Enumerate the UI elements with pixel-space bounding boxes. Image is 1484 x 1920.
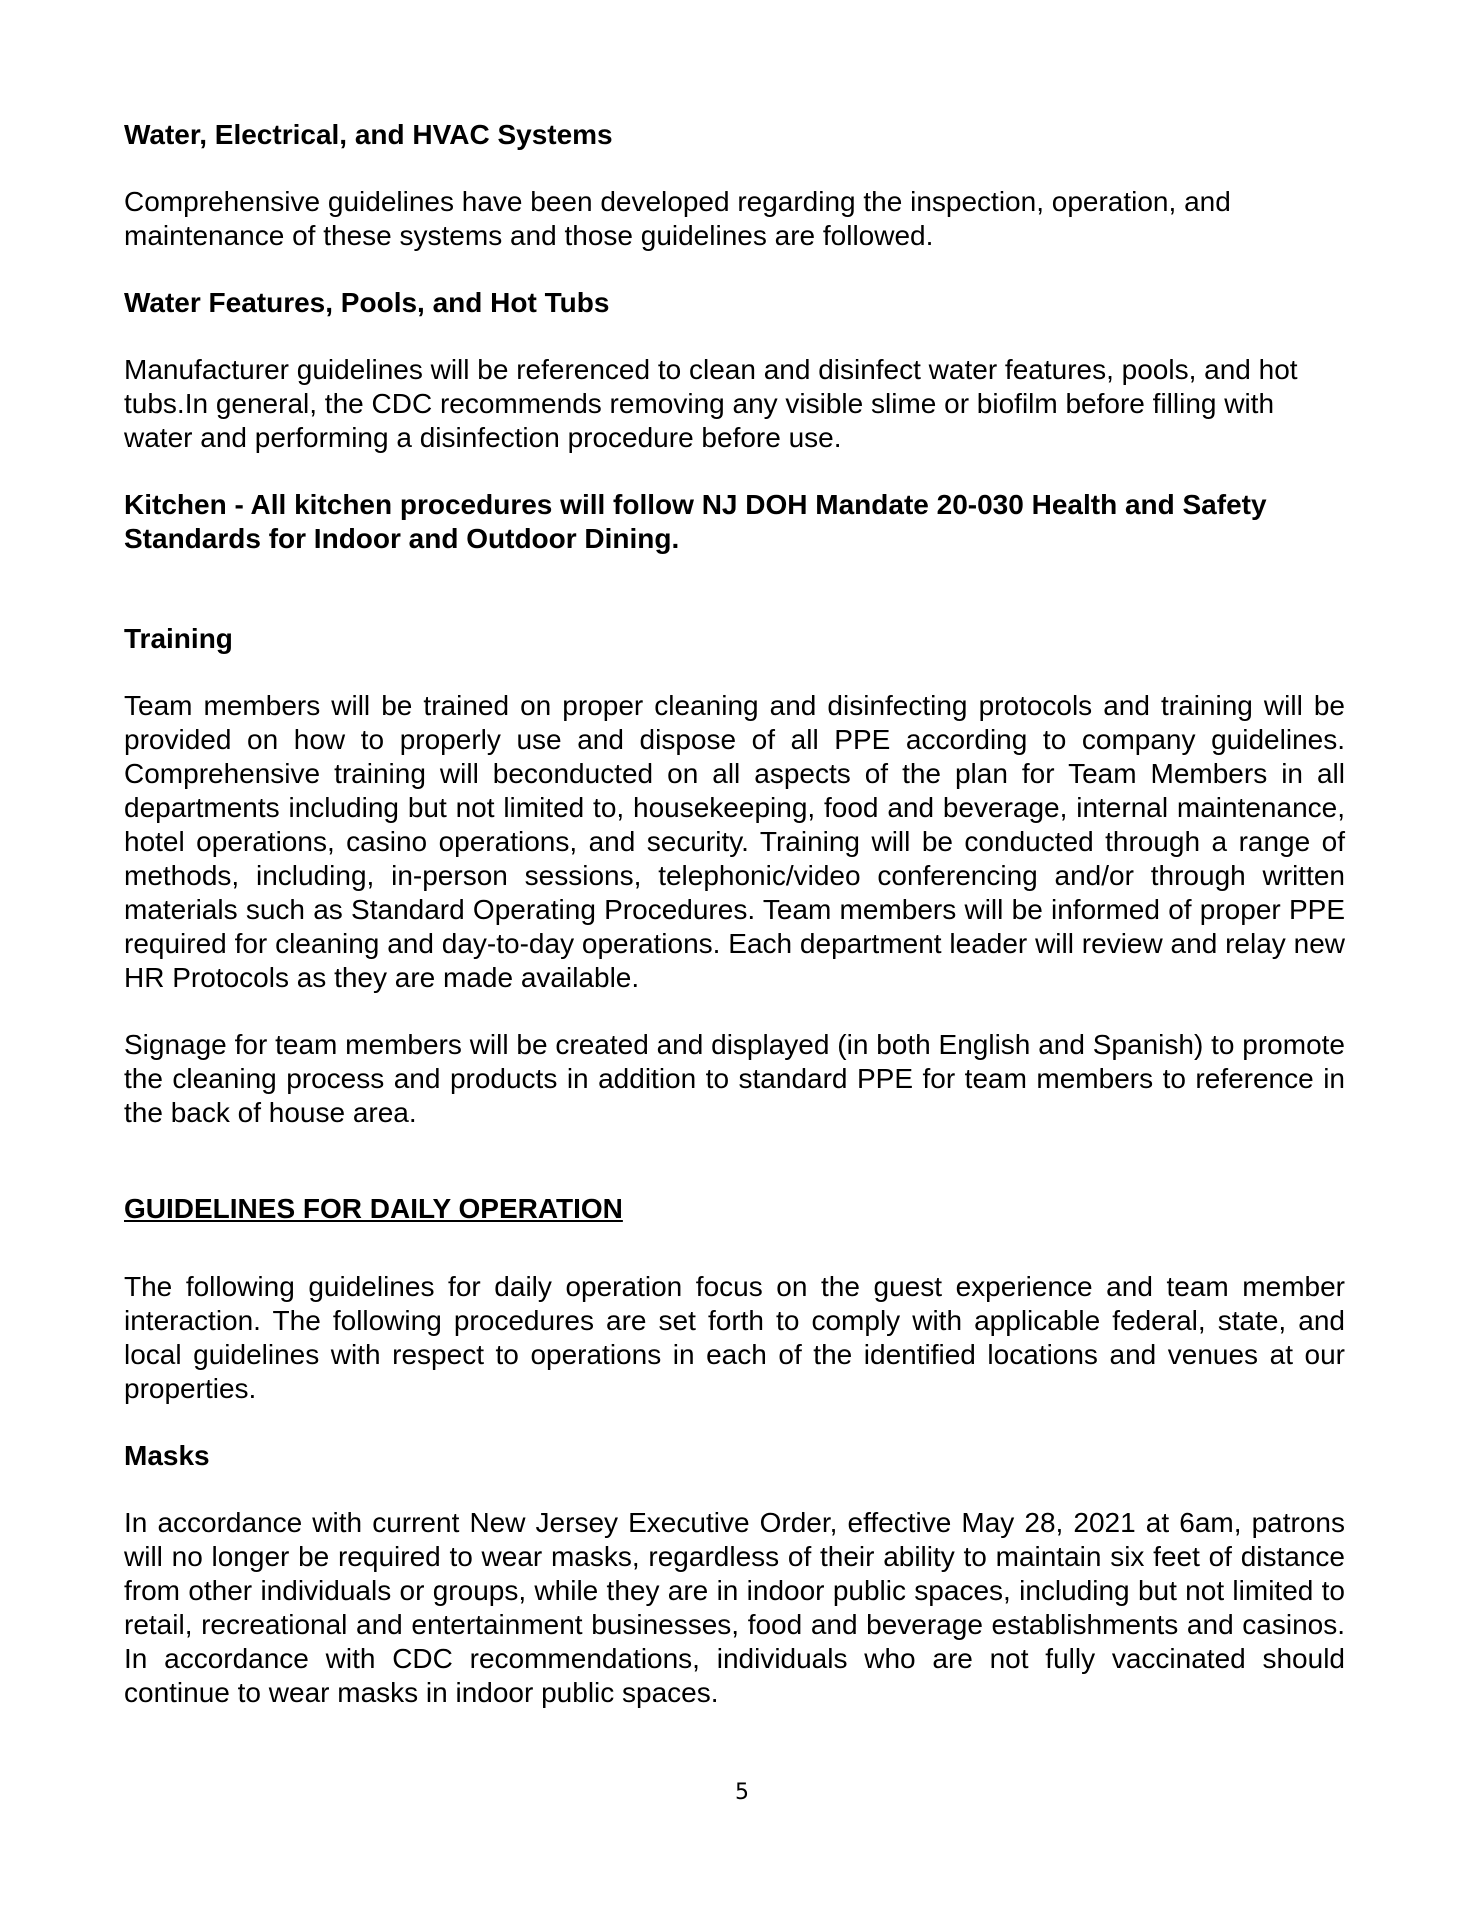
training-paragraph-2: Signage for team members will be created and displayed (in both English and Spanish) to promote the cleaning process and products in addition to standard PPE for team members to reference in the back of house area. <box>124 1029 1345 1128</box>
document-page <box>124 112 1345 1710</box>
page-number: 5 <box>735 1780 749 1805</box>
kitchen-heading: Kitchen - All kitchen procedures will follow NJ DOH Mandate 20-030 Health and Safety Standards for Indoor and Outdoor Dining. <box>124 489 1267 554</box>
daily-operation-paragraph: The following guidelines for daily operation focus on the guest experience and team member interaction. The following procedures are set forth to comply with applicable federal, state, and local guidelines with respect to operations in each of the identified locations and venues at our properties. <box>124 1271 1345 1404</box>
masks-heading: Masks <box>124 1440 210 1471</box>
water-electrical-paragraph: Comprehensive guidelines have been developed regarding the inspection, operation, and maintenance of these systems and those guidelines are followed. <box>124 186 1231 251</box>
masks-paragraph: In accordance with current New Jersey Executive Order, effective May 28, 2021 at 6am, patrons will no longer be required to wear masks, regardless of their ability to maintain six feet of distance from other individuals or groups, while they are in indoor public spaces, including but not limited to retail, recreational and entertainment businesses, food and beverage establishments and casinos. In accordance with CDC recommendations, individuals who are not fully vaccinated should continue to wear masks in indoor public spaces. <box>124 1507 1345 1708</box>
daily-operation-heading: GUIDELINES FOR DAILY OPERATION <box>124 1193 623 1224</box>
water-electrical-heading: Water, Electrical, and HVAC Systems <box>124 119 613 150</box>
training-paragraph-1: Team members will be trained on proper cleaning and disinfecting protocols and training will be provided on how to properly use and dispose of all PPE according to company guidelines. Comprehensive training will beconducted on all aspects of the plan for Team Members in all departments including but not limited to, housekeeping, food and beverage, internal maintenance, hotel operations, casino operations, and security. Training will be conducted through a range of methods, including, in-person sessions, telephonic/video conferencing and/or through written materials such as Standard Operating Procedures. Team members will be informed of proper PPE required for cleaning and day-to-day operations. Each department leader will review and relay new HR Protocols as they are made available. <box>124 690 1345 993</box>
water-features-heading: Water Features, Pools, and Hot Tubs <box>124 287 610 318</box>
training-heading: Training <box>124 623 233 654</box>
water-features-paragraph: Manufacturer guidelines will be referenced to clean and disinfect water features, pools, and hot tubs.In general, the CDC recommends removing any visible slime or biofilm before filling with water and performing a disinfection procedure before use. <box>124 354 1298 453</box>
